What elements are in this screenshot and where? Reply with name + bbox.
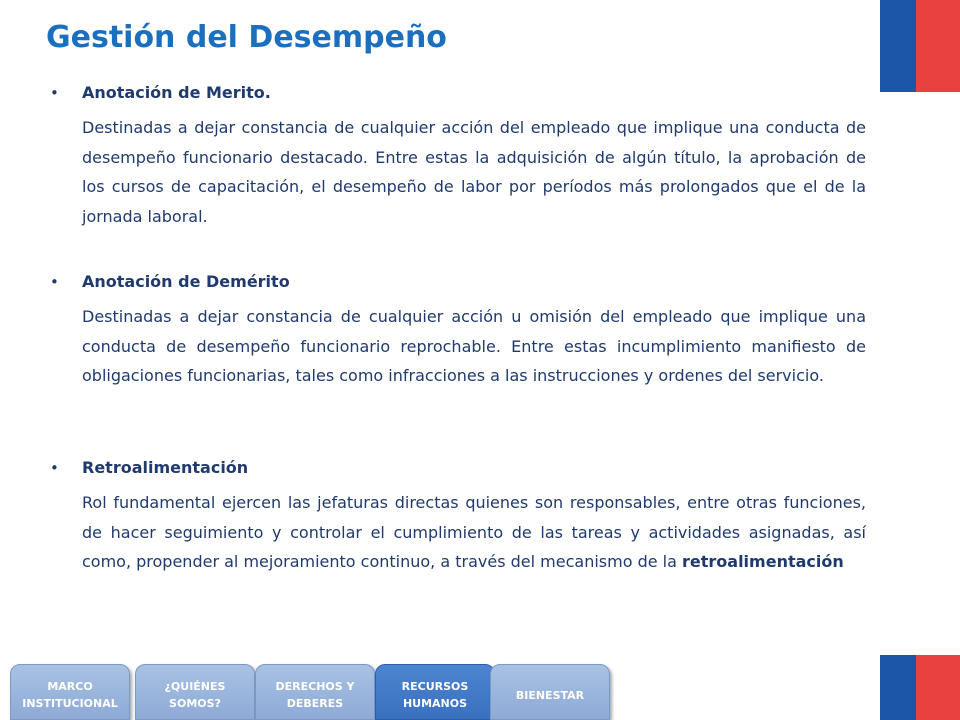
slide-title: Gestión del Desempeño: [46, 20, 447, 55]
tab-label: DERECHOS Y DEBERES: [275, 680, 355, 710]
section-heading-retroalimentacion: Retroalimentación: [82, 458, 249, 477]
tab-label: BIENESTAR: [515, 688, 585, 702]
section-body-emphasis: retroalimentación: [682, 552, 844, 571]
tab-quienes-somos[interactable]: [135, 664, 255, 720]
section-body-demerito: Destinadas a dejar constancia de cualquier acción u omisión del empleado que implique una conducta de desempeño funcionario reprochable. Entre estas incumplimiento manifiesto de obligaciones funcionarias, tales como infracciones a las instrucciones y ordenes del servicio.: [82, 307, 866, 385]
tab-marco-institucional[interactable]: [10, 664, 130, 720]
tab-bienestar[interactable]: [490, 664, 610, 720]
section-body-merito: Destinadas a dejar constancia de cualquier acción del empleado que implique una conducta de desempeño funcionario destacado. Entre estas la adquisición de algún título, la aprobación de los cursos de capacitación, el desempeño de labor por períodos más prolongados que el de la jornada laboral.: [82, 118, 866, 226]
section-body-text: Rol fundamental ejercen las jefaturas directas quienes son responsables, entre otras funciones, de hacer seguimiento y controlar el cumplimiento de las tareas y actividades asignadas, así como, propender al mejoramiento continuo, a través del mecanismo de la: [82, 493, 866, 571]
flag-decoration-top: [880, 0, 960, 92]
tab-label: ¿QUIÉNES SOMOS?: [164, 680, 226, 710]
tab-label: RECURSOS HUMANOS: [401, 680, 469, 710]
section-body-retroalimentacion: [82, 488, 866, 577]
tab-derechos-deberes[interactable]: [255, 664, 375, 720]
bullet: •: [50, 84, 59, 102]
flag-decoration-bottom: [880, 655, 960, 720]
bullet: •: [50, 273, 59, 291]
section-heading-merito: Anotación de Merito.: [82, 83, 271, 102]
tab-recursos-humanos[interactable]: [375, 664, 495, 720]
bullet: •: [50, 459, 59, 477]
section-heading-demerito: Anotación de Demérito: [82, 272, 290, 291]
tab-label: MARCO INSTITUCIONAL: [22, 680, 118, 710]
